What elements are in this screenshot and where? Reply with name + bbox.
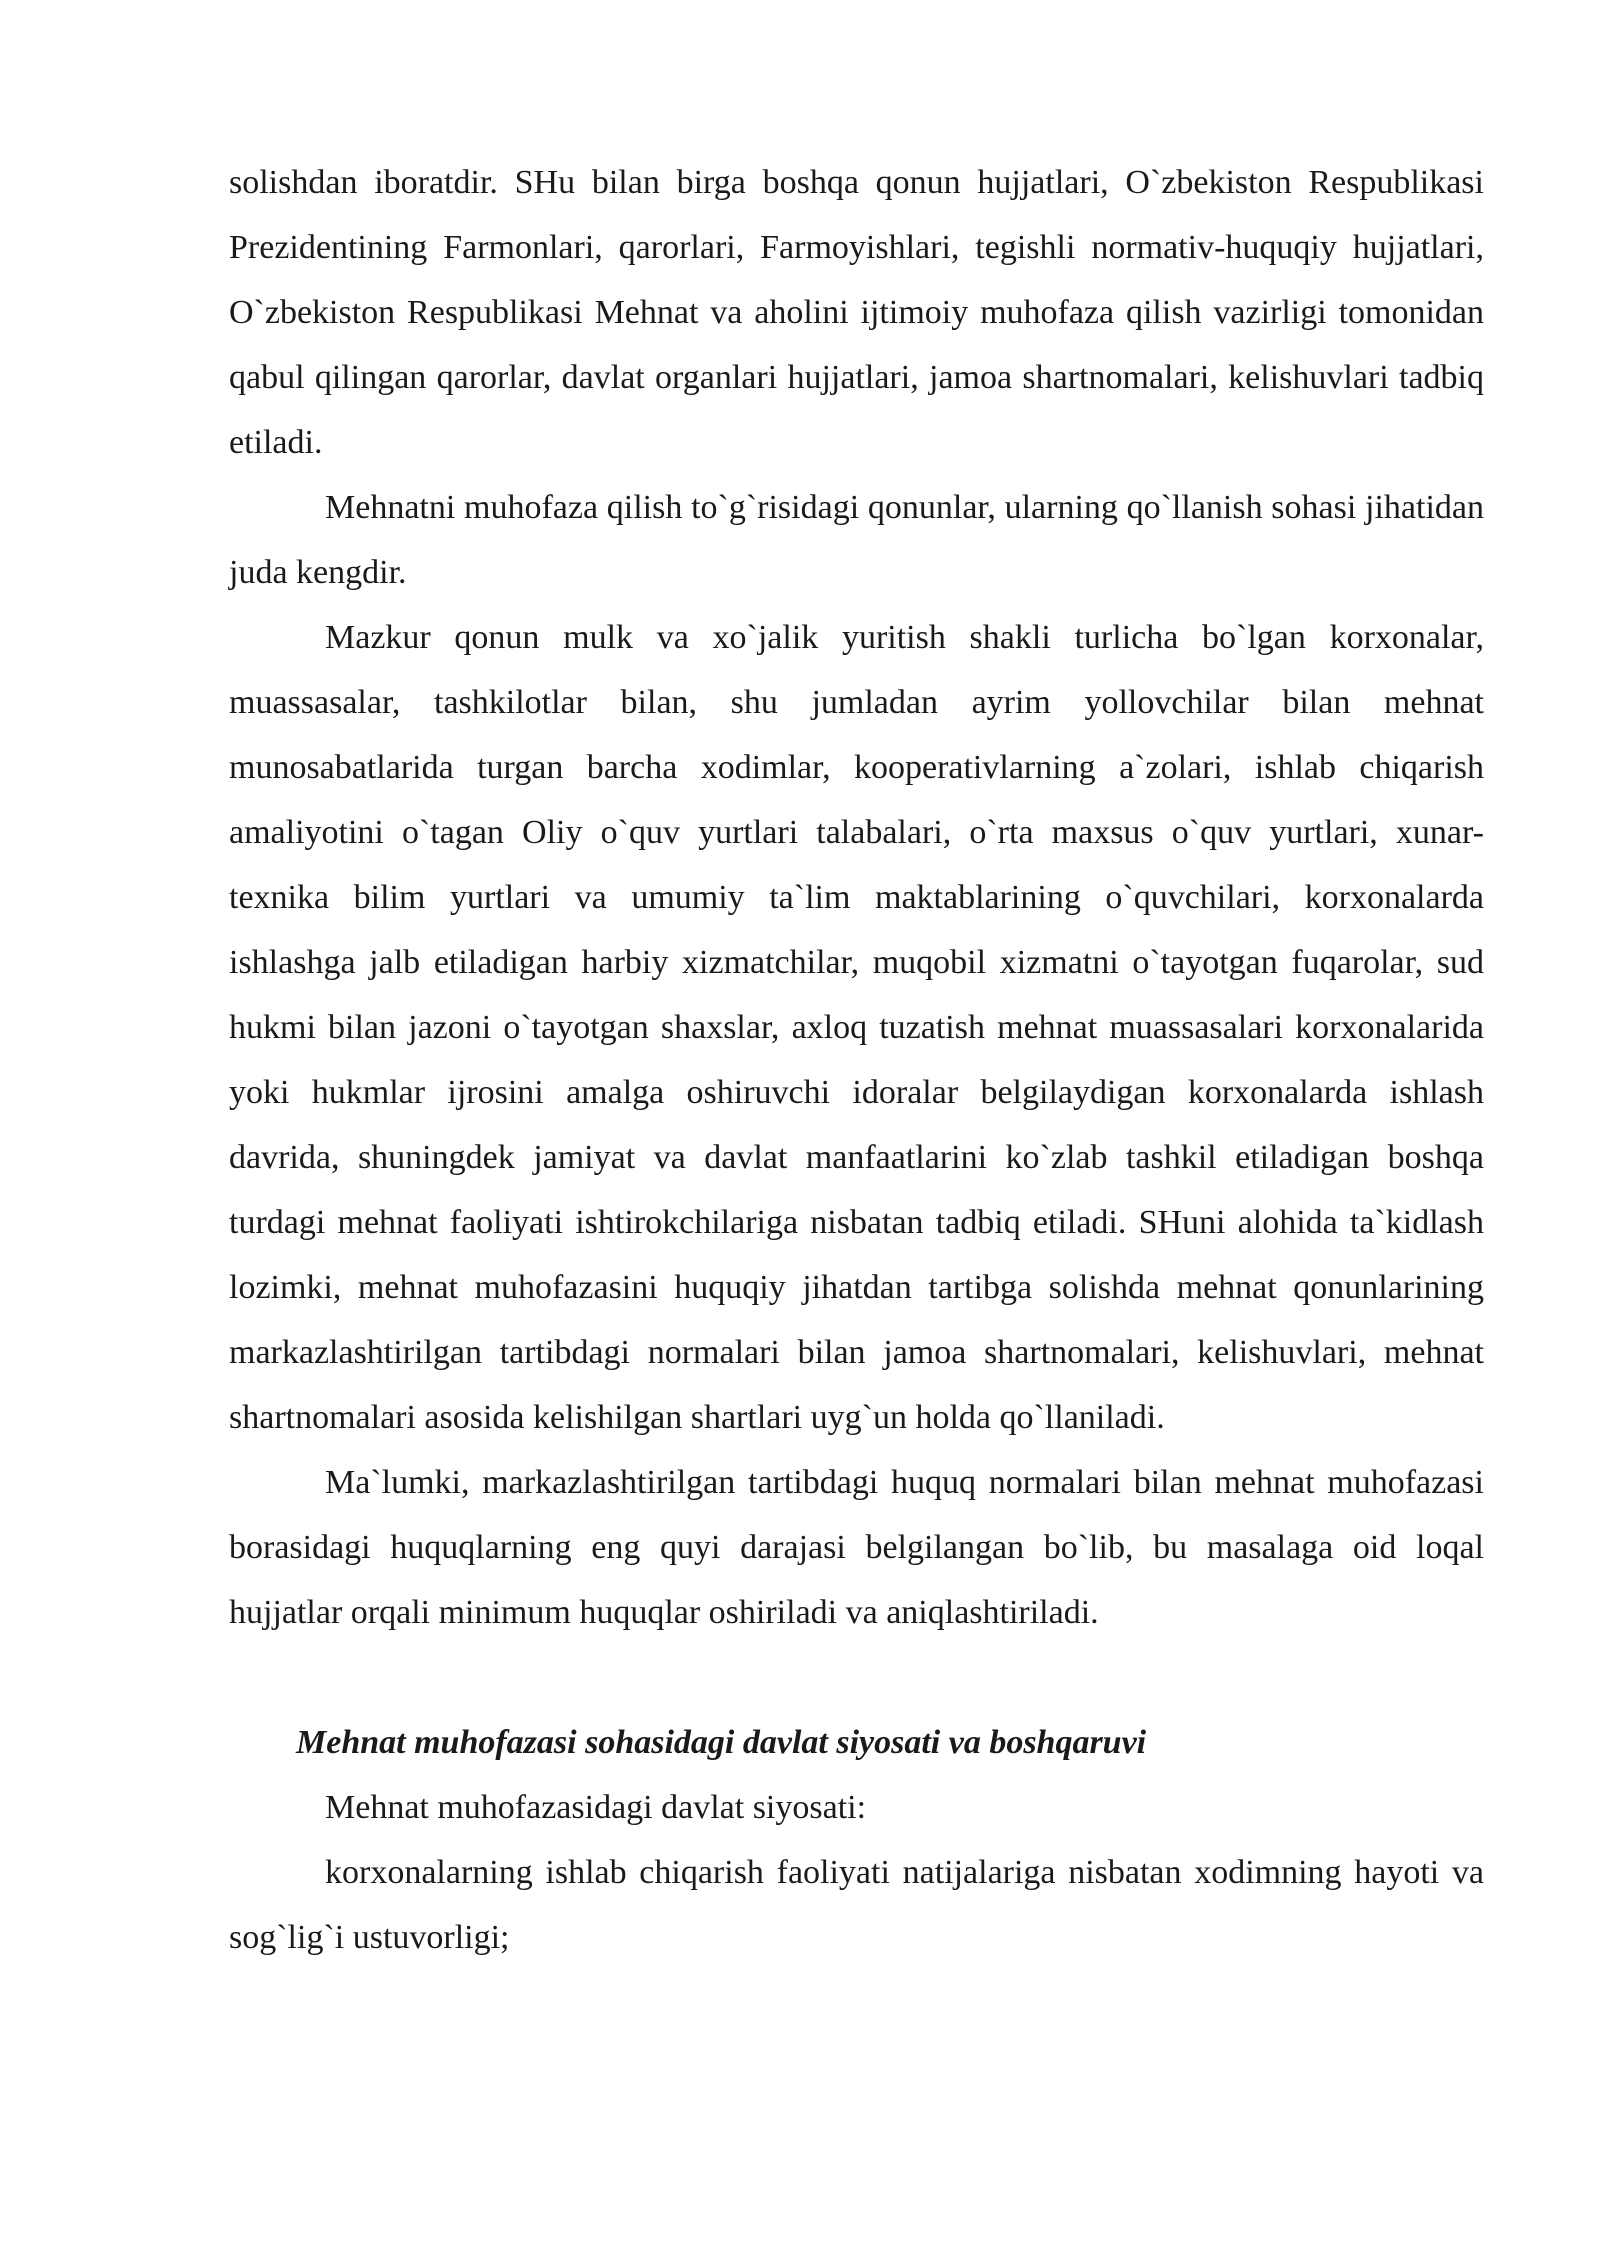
section-heading: Mehnat muhofazasi sohasidagi davlat siyosati va boshqaruvi	[296, 1724, 1147, 1761]
paragraph-state-policy-intro: Mehnat muhofazasidagi davlat siyosati:	[325, 1789, 867, 1826]
paragraph-law-scope: Mazkur qonun mulk va xo`jalik yuritish shakli turlicha bo`lgan korxonalar, muassasalar, tashkilotlar bilan, shu jumladan ayrim yollovchilar bilan mehnat munosabatlarida turgan barcha xodimlar, kooperativlarning a`zolari, ishlab chiqarish amaliyotini o`tagan Oliy o`quv yurtlari talabalari, o`rta maxsus o`quv yurtlari, xunar-texnika bilim yurtlari va umumiy ta`lim maktablarining o`quvchilari, korxonalarda ishlashga jalb etiladigan harbiy xizmatchilar, muqobil xizmatni o`tayotgan fuqarolar, sud hukmi bilan jazoni o`tayotgan shaxslar, axloq tuzatish mehnat muassasalari korxonalarida yoki hukmlar ijrosini amalga oshiruvchi idoralar belgilaydigan korxonalarda ishlash davrida, shuningdek jamiyat va davlat manfaatlarini ko`zlab tashkil etiladigan boshqa turdagi mehnat faoliyati ishtirokchilariga nisbatan tadbiq etiladi. SHuni alohida ta`kidlash lozimki, mehnat muhofazasini huquqiy jihatdan tartibga solishda mehnat qonunlarining markazlashtirilgan tartibdagi normalari bilan jamoa shartnomalari, kelishuvlari, mehnat shartnomalari asosida kelishilgan shartlari uyg`un holda qo`llaniladi.	[229, 619, 1484, 1436]
paragraph-centralized-norms: Ma`lumki, markazlashtirilgan tartibdagi huquq normalari bilan mehnat muhofazasi borasidagi huquqlarning eng quyi darajasi belgilangan bo`lib, bu masalaga oid loqal hujjatlar orqali minimum huquqlar oshiriladi va aniqlashtiriladi.	[229, 1464, 1484, 1631]
paragraph-labor-protection-laws: Mehnatni muhofaza qilish to`g`risidagi qonunlar, ularning qo`llanish sohasi jihatidan juda kengdir.	[229, 489, 1484, 591]
document-body	[229, 150, 1484, 1970]
paragraph-state-policy-item: korxonalarning ishlab chiqarish faoliyati natijalariga nisbatan xodimning hayoti va sog`lig`i ustuvorligi;	[229, 1854, 1484, 1956]
paragraph-continuation: solishdan iboratdir. SHu bilan birga boshqa qonun hujjatlari, O`zbekiston Respublikasi Prezidentining Farmonlari, qarorlari, Farmoyishlari, tegishli normativ-huquqiy hujjatlari, O`zbekiston Respublikasi Mehnat va aholini ijtimoiy muhofaza qilish vazirligi tomonidan qabul qilingan qarorlar, davlat organlari hujjatlari, jamoa shartnomalari, kelishuvlari tadbiq etiladi.	[229, 164, 1484, 461]
